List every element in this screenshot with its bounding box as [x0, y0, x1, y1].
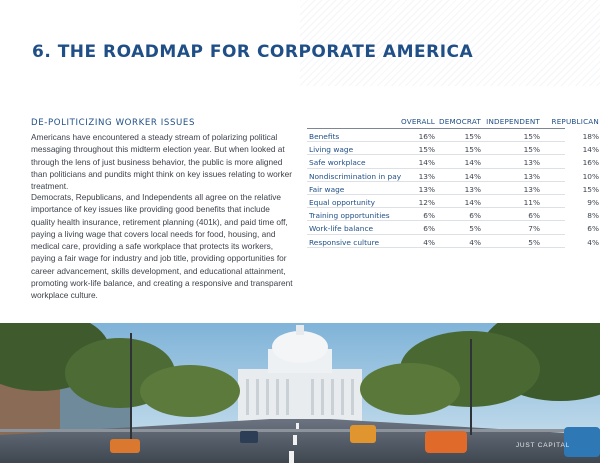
table-row	[307, 208, 599, 221]
table-row	[307, 155, 599, 168]
value-democrat: 13%	[464, 184, 481, 194]
body-paragraph-2: Democrats, Republicans, and Independents all agree on the relative importance of key issues like providing good benefits that include quality health insurance, retirement planning (401k), and paid time off, paying a living wage that covers local needs for food, housing, and medical care, providing a safe workplace that protects its workers, paying a fair wage for industry and job title, providing opportunities for career advancement, skills development, and educational attainment, promoting work-life balance, and creating a responsive and transparent workplace culture.	[31, 192, 293, 301]
table-row	[307, 221, 599, 234]
value-overall: 14%	[418, 158, 435, 168]
value-democrat: 15%	[464, 132, 481, 141]
value-overall: 13%	[418, 171, 435, 181]
value-overall: 4%	[423, 237, 435, 247]
table-row	[307, 129, 599, 142]
page-title: 6. THE ROADMAP FOR CORPORATE AMERICA	[32, 42, 474, 62]
value-democrat: 15%	[464, 145, 481, 155]
value-democrat: 14%	[464, 197, 481, 207]
value-independent: 5%	[528, 237, 540, 247]
body-paragraph-1: Americans have encountered a steady stream of polarizing political messaging throughout this midterm election year. But when looked at through the lens of just business behavior, the public is more aligned than politicians and pundits might think on key issues relating to worker treatment.	[31, 132, 293, 192]
table-row	[307, 182, 599, 195]
value-overall: 12%	[418, 197, 435, 207]
photo-credit: JUST CAPITAL	[515, 442, 570, 449]
capitol-street-photo	[0, 323, 600, 463]
value-overall: 6%	[423, 211, 435, 221]
column-header-republican: REPUBLICAN	[551, 117, 599, 126]
value-republican: 15%	[582, 184, 599, 194]
value-independent: 6%	[528, 211, 540, 221]
value-overall: 13%	[418, 184, 435, 194]
table-row	[307, 195, 599, 208]
value-overall: 6%	[423, 224, 435, 234]
value-republican: 10%	[582, 171, 599, 181]
value-democrat: 5%	[469, 224, 481, 234]
value-independent: 13%	[523, 184, 540, 194]
value-republican: 4%	[587, 237, 599, 247]
value-democrat: 6%	[469, 211, 481, 221]
value-independent: 15%	[523, 132, 540, 141]
table-body	[307, 129, 599, 248]
row-label: Benefits	[309, 132, 340, 141]
row-label: Responsive culture	[309, 237, 380, 247]
row-label: Training opportunities	[309, 211, 390, 221]
value-overall: 15%	[418, 145, 435, 155]
table-row	[307, 142, 599, 155]
row-label: Living wage	[309, 145, 354, 155]
value-republican: 6%	[587, 224, 599, 234]
row-label: Work-life balance	[309, 224, 374, 234]
column-header-independent: INDEPENDENT	[486, 117, 540, 126]
value-overall: 16%	[418, 132, 435, 141]
row-label: Fair wage	[309, 184, 345, 194]
value-republican: 8%	[587, 211, 599, 221]
section-heading: DE-POLITICIZING WORKER ISSUES	[31, 118, 195, 128]
row-label: Equal opportunity	[309, 197, 376, 207]
column-header-democrat: DEMOCRAT	[438, 117, 481, 126]
value-republican: 14%	[582, 145, 599, 155]
value-democrat: 14%	[464, 171, 481, 181]
value-independent: 13%	[523, 158, 540, 168]
row-label: Safe workplace	[309, 158, 366, 168]
value-democrat: 14%	[464, 158, 481, 168]
row-label: Nondiscrimination in pay	[309, 171, 402, 181]
table-header	[307, 117, 599, 129]
header-band	[0, 0, 600, 86]
value-republican: 18%	[582, 132, 599, 141]
value-independent: 11%	[523, 197, 540, 207]
value-democrat: 4%	[469, 237, 481, 247]
value-republican: 16%	[582, 158, 599, 168]
value-independent: 13%	[523, 171, 540, 181]
table-row	[307, 235, 599, 248]
table-row	[307, 169, 599, 182]
value-independent: 7%	[528, 224, 540, 234]
column-header-overall: OVERALL	[400, 117, 435, 126]
value-republican: 9%	[587, 197, 599, 207]
value-independent: 15%	[523, 145, 540, 155]
issues-table	[307, 117, 599, 248]
